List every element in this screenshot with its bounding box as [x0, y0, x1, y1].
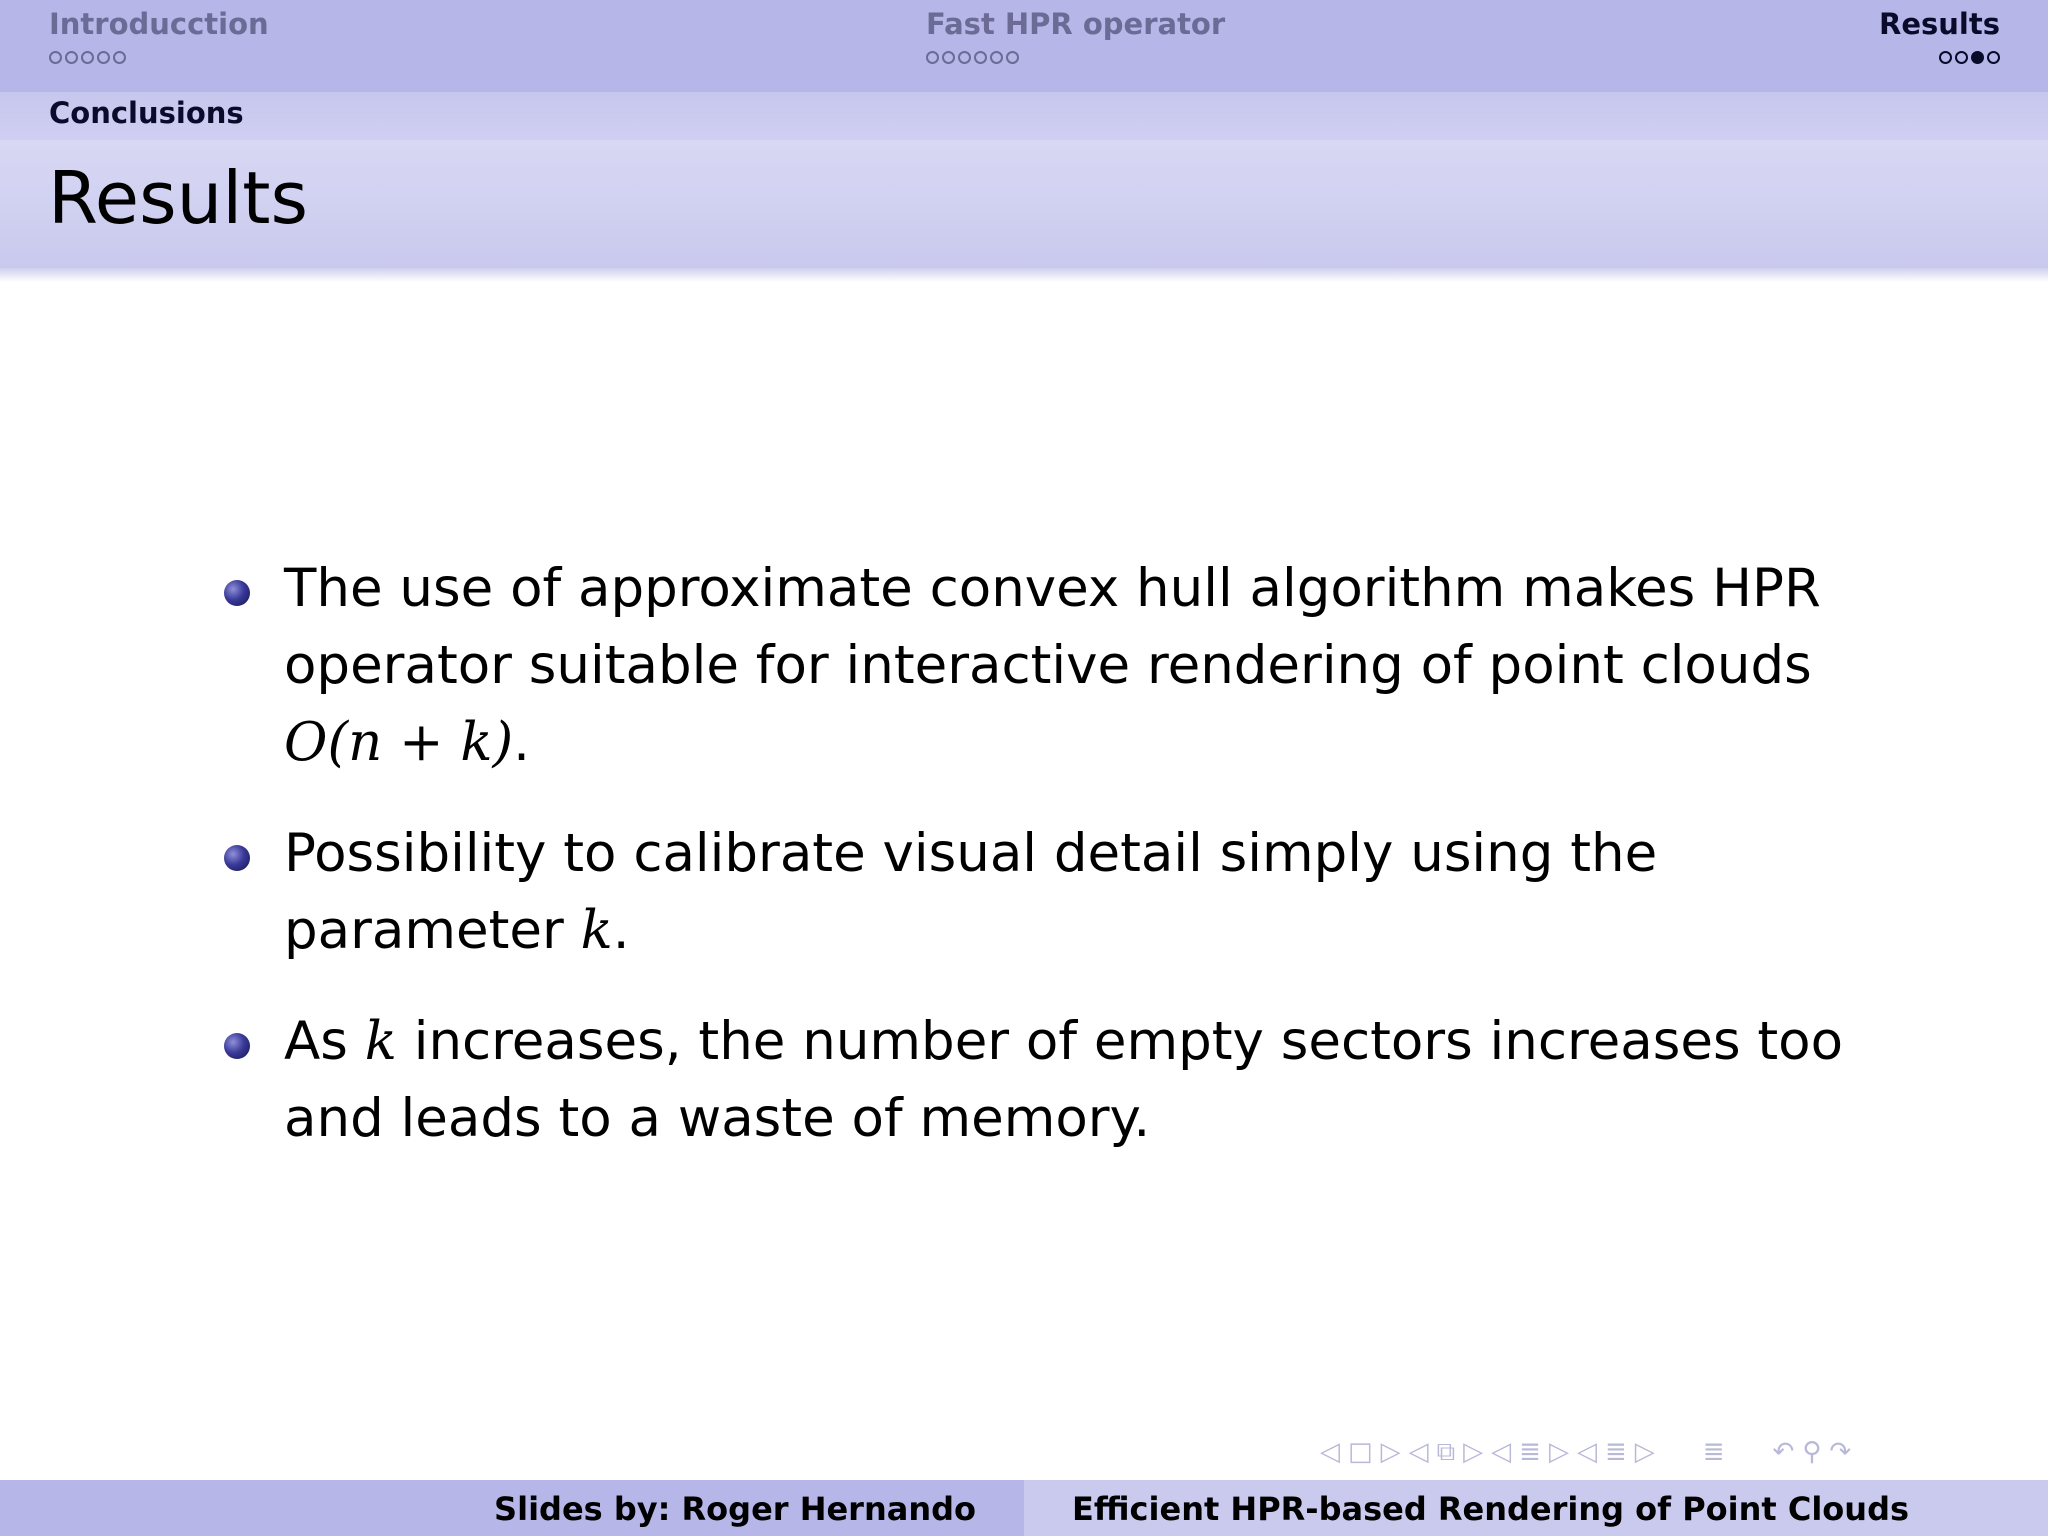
- bullet-ball-icon: [224, 580, 250, 606]
- nav-frame-dot[interactable]: [926, 51, 939, 64]
- nav-section-dots: [1879, 47, 2000, 67]
- subsection-label[interactable]: Conclusions: [49, 96, 244, 130]
- prev-section-icon[interactable]: ◁: [1576, 1437, 1597, 1467]
- footer-title-box: [1024, 1480, 2048, 1536]
- back-icon[interactable]: ↶: [1772, 1437, 1795, 1467]
- bullet-item: [220, 815, 1900, 969]
- bullet-suffix: .: [513, 712, 531, 773]
- subsection-icon[interactable]: ≣: [1519, 1437, 1541, 1467]
- nav-section-dots: [926, 47, 1225, 67]
- footer-title: Efficient HPR-based Rendering of Point Clouds: [1072, 1490, 1910, 1528]
- next-frame-icon[interactable]: ▷: [1463, 1437, 1484, 1467]
- prev-subsection-icon[interactable]: ◁: [1491, 1437, 1512, 1467]
- footer-author: Slides by: Roger Hernando: [494, 1490, 976, 1528]
- search-icon[interactable]: ⚲: [1802, 1437, 1822, 1467]
- nav-section-dots: [49, 47, 269, 67]
- complexity-formula: O(n + k): [284, 712, 514, 773]
- bullet-text: The use of approximate convex hull algorithm makes HPR operator suitable for interactive rendering of point clouds: [284, 558, 1821, 696]
- nav-frame-dot[interactable]: [974, 51, 987, 64]
- slide-content: [220, 550, 1900, 1191]
- bullet-text: increases, the number of empty sectors increases too and leads to a waste of memory.: [284, 1011, 1844, 1149]
- frame-icon[interactable]: ⧉: [1436, 1436, 1456, 1467]
- nav-frame-dot[interactable]: [990, 51, 1003, 64]
- bullet-item: [220, 1003, 1900, 1157]
- bullet-prefix: As: [284, 1011, 348, 1072]
- nav-frame-dot-current[interactable]: [1971, 51, 1984, 64]
- next-slide-icon[interactable]: ▷: [1380, 1437, 1401, 1467]
- nav-frame-dot[interactable]: [81, 51, 94, 64]
- footline: [0, 1480, 2048, 1536]
- frame-title: Results: [48, 156, 308, 240]
- bullet-list: [220, 550, 1900, 1157]
- subsection-bar: [0, 92, 2048, 140]
- prev-slide-icon[interactable]: ◁: [1320, 1437, 1340, 1467]
- bullet-ball-icon: [224, 1033, 250, 1059]
- nav-frame-dot[interactable]: [1955, 51, 1968, 64]
- nav-section-fast-hpr[interactable]: [926, 6, 1225, 67]
- parameter-k: k: [580, 900, 613, 961]
- nav-frame-dot[interactable]: [49, 51, 62, 64]
- nav-section-label[interactable]: Fast HPR operator: [926, 7, 1226, 41]
- nav-frame-dot[interactable]: [958, 51, 971, 64]
- nav-section-label[interactable]: Introducction: [49, 7, 269, 41]
- slide-icon[interactable]: □: [1348, 1437, 1373, 1467]
- nav-frame-dot[interactable]: [113, 51, 126, 64]
- bullet-suffix: .: [612, 900, 630, 961]
- parameter-k: k: [364, 1011, 397, 1072]
- nav-section-results[interactable]: [1879, 6, 2000, 67]
- bullet-item: [220, 550, 1900, 781]
- section-icon[interactable]: ≣: [1604, 1437, 1627, 1467]
- next-section-icon[interactable]: ▷: [1634, 1437, 1655, 1467]
- nav-frame-dot[interactable]: [1006, 51, 1019, 64]
- nav-frame-dot[interactable]: [942, 51, 955, 64]
- section-navigation-bar: [0, 0, 2048, 92]
- nav-section-introduction[interactable]: [49, 6, 269, 67]
- nav-frame-dot[interactable]: [1939, 51, 1952, 64]
- nav-frame-dot[interactable]: [65, 51, 78, 64]
- nav-frame-dot[interactable]: [1987, 51, 2000, 64]
- frame-title-band: [0, 140, 2048, 268]
- footer-author-box: [0, 1480, 1024, 1536]
- document-icon[interactable]: ≣: [1702, 1437, 1725, 1467]
- bullet-ball-icon: [224, 845, 250, 871]
- forward-icon[interactable]: ↷: [1829, 1437, 1852, 1467]
- nav-section-label[interactable]: Results: [1879, 7, 2000, 41]
- beamer-navigation-symbols: [1320, 1434, 2040, 1470]
- title-shadow: [0, 268, 2048, 282]
- prev-frame-icon[interactable]: ◁: [1408, 1437, 1429, 1467]
- nav-frame-dot[interactable]: [97, 51, 110, 64]
- bullet-text: Possibility to calibrate visual detail simply using the parameter: [284, 823, 1658, 961]
- next-subsection-icon[interactable]: ▷: [1548, 1437, 1569, 1467]
